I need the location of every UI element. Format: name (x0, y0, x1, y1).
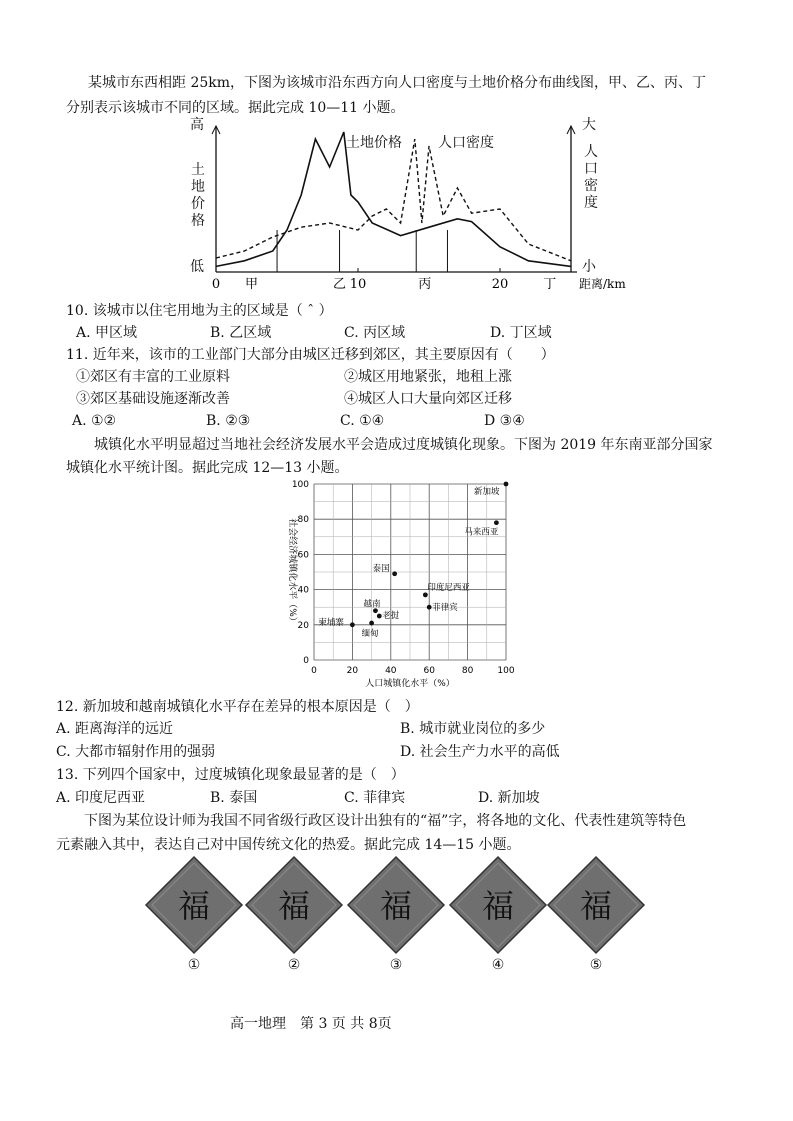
xtick-60: 60 (423, 666, 435, 676)
chart2-svg (282, 470, 532, 695)
y-left-bottom: 低 (190, 259, 204, 275)
point-label-8: 柬埔寨 (318, 617, 344, 628)
fu-glyph-4: 福 (481, 887, 515, 925)
point-label-0: 新加坡 (474, 487, 500, 497)
ytick-40: 40 (297, 585, 309, 596)
y-right-bottom: 小 (582, 259, 596, 275)
q12-option-c: C. 大都市辐射作用的强弱 (56, 744, 216, 760)
fu-label-4: ④ (491, 957, 505, 973)
point-8 (350, 622, 355, 627)
q12-stem: 12. 新加坡和越南城镇化水平存在差异的根本原因是（ ） (56, 699, 419, 715)
q13-option-a: A. 印度尼西亚 (56, 790, 146, 806)
q10-option-c: C. 丙区域 (344, 325, 406, 341)
intro1-line2: 分别表示该城市不同的区域。据此完成 10—11 小题。 (66, 100, 405, 116)
xtick-80: 80 (461, 666, 474, 676)
point-label-1: 马来西亚 (464, 527, 499, 538)
fu-label-3: ③ (389, 957, 403, 973)
q12-option-d: D. 社会生产力水平的高低 (400, 744, 560, 760)
fu-label-2: ② (287, 957, 301, 973)
chart1-xtick-6: 丁 (543, 277, 557, 292)
point-label-4: 菲律宾 (432, 603, 458, 614)
q13-option-b: B. 泰国 (210, 790, 258, 806)
curve-land-label: 土地价格 (346, 135, 402, 151)
chart1-xaxis-label: 距离/km (579, 277, 626, 291)
q10-stem: 10. 该城市以住宅用地为主的区域是（ ˆ ） (66, 303, 333, 319)
ytick-80: 80 (297, 515, 309, 526)
land-price-population-chart (186, 112, 626, 302)
q11-option-a: A. ①② (72, 413, 117, 429)
q11-stem: 11. 近年来，该市的工业部门大部分由城区迁移到郊区，其主要原因有（ ） (66, 347, 555, 363)
q13-option-c: C. 菲律宾 (344, 790, 406, 806)
fu-label-1: ① (187, 957, 201, 973)
q12-option-b: B. 城市就业岗位的多少 (400, 721, 546, 737)
q11-item2: ②城区用地紧张，地租上涨 (344, 369, 512, 385)
xtick-20: 20 (346, 666, 359, 676)
point-label-6: 老挝 (382, 611, 400, 621)
page-footer: 高一地理 第 3 页 共 8页 (230, 1016, 392, 1032)
point-1 (494, 520, 499, 525)
point-6 (377, 614, 382, 619)
curve-pop-label: 人口密度 (438, 135, 494, 151)
population-density-line (216, 139, 571, 261)
point-7 (369, 621, 374, 626)
intro3-line1: 下图为某位设计师为我国不同省级行政区设计出独有的“福”字，将各地的文化、代表性建筑等特色 (84, 813, 687, 829)
fu-label-5: ⑤ (589, 957, 603, 973)
q12-option-a: A. 距离海洋的远近 (56, 721, 174, 737)
chart1-xtick-5: 20 (491, 277, 509, 292)
point-3 (423, 592, 428, 597)
point-2 (392, 571, 397, 576)
ytick-60: 60 (297, 550, 309, 561)
point-label-5: 越南 (363, 599, 381, 610)
fu-glyph-2: 福 (277, 887, 311, 925)
scatter-xlabel: 人口城镇化水平（%） (365, 679, 455, 689)
q10-option-a: A. 甲区域 (76, 325, 138, 341)
xtick-40: 40 (385, 666, 397, 676)
xtick-0: 0 (311, 666, 317, 676)
q13-stem: 13. 下列四个国家中，过度城镇化现象最显著的是（ ） (56, 767, 405, 783)
land-price-line (216, 132, 571, 266)
fu-character-designs (140, 855, 660, 985)
intro2-line2: 城镇化水平统计图。据此完成 12—13 小题。 (66, 460, 349, 476)
q11-item1: ①郊区有丰富的工业原料 (76, 369, 230, 385)
y-right-axis-label: 人口密度 (584, 144, 598, 211)
point-label-7: 缅甸 (361, 629, 379, 640)
point-0 (504, 482, 509, 487)
q11-option-c: C. ①④ (340, 413, 385, 429)
chart1-xtick-3: 10 (349, 277, 367, 292)
fu-glyph-5: 福 (579, 887, 613, 925)
q11-option-b: B. ②③ (206, 413, 251, 429)
q10-option-d: D. 丁区域 (490, 325, 552, 341)
scatter-ylabel: 社会经济城镇化水平（%） (287, 518, 297, 626)
point-4 (427, 605, 432, 610)
q13-option-d: D. 新加坡 (478, 790, 540, 806)
q10-option-b: B. 乙区域 (210, 325, 272, 341)
q11-item3: ③郊区基础设施逐渐改善 (76, 391, 230, 407)
q11-option-d: D ③④ (484, 413, 525, 429)
xtick-100: 100 (497, 666, 515, 676)
fu-svg (140, 855, 660, 985)
point-label-2: 泰国 (372, 563, 390, 574)
ytick-20: 20 (297, 620, 309, 631)
y-left-top: 高 (190, 117, 204, 133)
fu-glyph-3: 福 (379, 887, 413, 925)
ytick-100: 100 (291, 480, 309, 490)
point-label-3: 印度尼西亚 (427, 582, 470, 593)
intro2-line1: 城镇化水平明显超过当地社会经济发展水平会造成过度城镇化现象。下图为 2019 年东南亚部分国家 (94, 437, 713, 453)
chart1-xtick-2: 乙 (333, 277, 347, 292)
q11-item4: ④城区人口大量向郊区迁移 (344, 391, 512, 407)
y-left-axis-label: 土地价格 (191, 162, 205, 229)
chart1-xtick-1: 甲 (244, 277, 259, 292)
intro1-line1: 某城市东西相距 25km，下图为该城市沿东西方向人口密度与土地价格分布曲线图，甲、乙、丙、丁 (88, 75, 707, 91)
y-right-top: 大 (582, 117, 596, 133)
ytick-0: 0 (303, 656, 309, 666)
urbanization-scatter-chart (282, 470, 532, 695)
fu-glyph-1: 福 (177, 887, 211, 925)
intro3-line2: 元素融入其中，表达自己对中国传统文化的热爱。据此完成 14—15 小题。 (56, 837, 521, 853)
chart1-xtick-4: 丙 (418, 277, 432, 292)
chart1-xtick-0: 0 (211, 277, 221, 292)
